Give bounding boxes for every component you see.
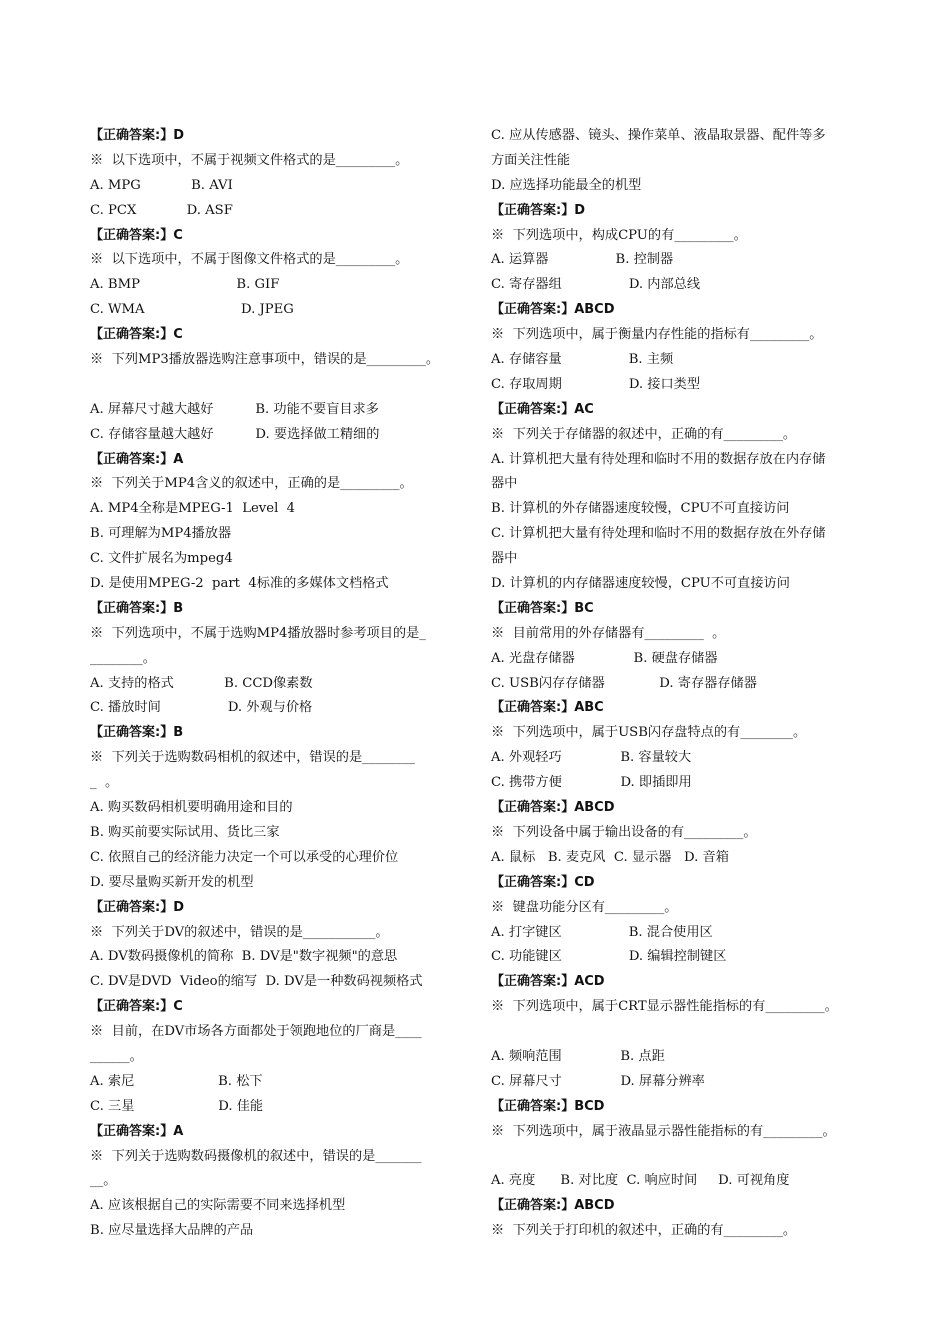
- answer-line: 【正确答案:】C: [90, 327, 183, 343]
- answer-line: 【正确答案:】ABCD: [491, 302, 615, 318]
- question-line: 方面关注性能: [491, 152, 571, 168]
- answer-line: 【正确答案:】BC: [491, 600, 594, 616]
- question-line: A. 计算机把大量有待处理和临时不用的数据存放在内存储: [491, 451, 826, 467]
- question-line: C. 依照自己的经济能力决定一个可以承受的心理价位: [90, 849, 399, 865]
- question-line: A. 频响范围 B. 点距: [491, 1048, 665, 1064]
- question-line: D. 计算机的内存储器速度较慢，CPU不可直接访问: [491, 576, 790, 592]
- question-line: C. 寄存器组 D. 内部总线: [491, 277, 701, 293]
- question-line: 器中: [491, 476, 518, 492]
- question-line: ※ 目前常用的外存储器有_________ 。: [491, 625, 726, 641]
- question-line: ※ 下列关于选购数码摄像机的叙述中，错误的是_______: [90, 1148, 422, 1164]
- question-line: ※ 键盘功能分区有_________。: [491, 899, 678, 915]
- question-line: B. 购买前要实际试用、货比三家: [90, 824, 280, 840]
- question-line: __。: [90, 1173, 117, 1189]
- question-line: A. 索尼 B. 松下: [90, 1073, 263, 1089]
- blank-line: [90, 373, 462, 398]
- right-column: [491, 124, 871, 1244]
- answer-line: 【正确答案:】C: [90, 999, 183, 1015]
- answer-line: 【正确答案:】CD: [491, 874, 595, 890]
- question-line: ※ 下列关于存储器的叙述中，正确的有_________。: [491, 426, 797, 442]
- question-line: C. 文件扩展名为mpeg4: [90, 551, 233, 567]
- question-line: D. 要尽量购买新开发的机型: [90, 874, 254, 890]
- answer-line: 【正确答案:】ACD: [491, 974, 605, 990]
- question-line: ※ 以下选项中，不属于视频文件格式的是_________。: [90, 152, 409, 168]
- question-line: A. 存储容量 B. 主频: [491, 352, 674, 368]
- question-line: A. BMP B. GIF: [90, 277, 280, 293]
- question-line: C. 播放时间 D. 外观与价格: [90, 700, 313, 716]
- question-line: A. MPG B. AVI: [90, 177, 233, 193]
- question-line: A. MP4全称是MPEG-1 Level 4: [90, 501, 296, 517]
- question-line: A. 外观轻巧 B. 容量较大: [491, 750, 692, 766]
- answer-line: 【正确答案:】B: [90, 725, 184, 741]
- answer-line: 【正确答案:】A: [90, 451, 184, 467]
- question-line: ※ 下列设备中属于输出设备的有_________。: [491, 824, 757, 840]
- question-line: C. USB闪存存储器 D. 寄存器存储器: [491, 675, 757, 691]
- question-line: C. 计算机把大量有待处理和临时不用的数据存放在外存储: [491, 526, 826, 542]
- question-line: B. 可理解为MP4播放器: [90, 526, 232, 542]
- question-line: ______。: [90, 1048, 143, 1064]
- question-line: A. 光盘存储器 B. 硬盘存储器: [491, 650, 718, 666]
- question-line: ※ 下列选项中，属于USB闪存盘特点的有________。: [491, 725, 807, 741]
- question-line: ________。: [90, 650, 156, 666]
- answer-line: 【正确答案:】D: [90, 899, 184, 915]
- question-line: ※ 下列关于打印机的叙述中，正确的有_________。: [491, 1223, 797, 1239]
- question-line: ※ 下列选项中，不属于选购MP4播放器时参考项目的是_: [90, 625, 426, 641]
- question-line: C. WMA D. JPEG: [90, 302, 294, 318]
- question-line: ※ 下列关于MP4含义的叙述中，正确的是_________。: [90, 476, 413, 492]
- question-line: A. DV数码摄像机的简称 B. DV是"数字视频"的意思: [90, 949, 398, 965]
- question-line: ※ 下列关于DV的叙述中，错误的是___________。: [90, 924, 389, 940]
- question-line: ※ 下列选项中，属于液晶显示器性能指标的有_________。: [491, 1123, 836, 1139]
- answer-line: 【正确答案:】C: [90, 227, 183, 243]
- question-line: B. 应尽量选择大品牌的产品: [90, 1223, 254, 1239]
- question-line: _ 。: [90, 775, 119, 791]
- question-line: ※ 下列MP3播放器选购注意事项中，错误的是_________。: [90, 352, 440, 368]
- question-line: D. 是使用MPEG-2 part 4标准的多媒体文档格式: [90, 576, 389, 592]
- answer-line: 【正确答案:】D: [491, 202, 585, 218]
- blank-line: [491, 1145, 871, 1170]
- question-line: C. 携带方便 D. 即插即用: [491, 775, 692, 791]
- question-line: ※ 下列选项中，构成CPU的有_________。: [491, 227, 747, 243]
- question-line: ※ 目前，在DV市场各方面都处于领跑地位的厂商是____: [90, 1024, 422, 1040]
- question-line: C. 存取周期 D. 接口类型: [491, 376, 701, 392]
- question-line: C. PCX D. ASF: [90, 202, 233, 218]
- question-line: A. 运算器 B. 控制器: [491, 252, 674, 268]
- question-line: C. 功能键区 D. 编辑控制键区: [491, 949, 727, 965]
- answer-line: 【正确答案:】ABC: [491, 700, 604, 716]
- answer-line: 【正确答案:】B: [90, 600, 184, 616]
- answer-line: 【正确答案:】ABCD: [491, 1198, 615, 1214]
- question-line: C. 三星 D. 佳能: [90, 1098, 264, 1114]
- left-column: [90, 124, 462, 1244]
- question-line: ※ 下列选项中，属于衡量内存性能的指标有_________。: [491, 327, 823, 343]
- question-line: C. 应从传感器、镜头、操作菜单、液晶取景器、配件等多: [491, 128, 826, 143]
- question-line: A. 购买数码相机要明确用途和目的: [90, 800, 293, 816]
- question-line: C. 屏幕尺寸 D. 屏幕分辨率: [491, 1073, 705, 1089]
- question-line: ※ 下列关于选购数码相机的叙述中，错误的是________: [90, 750, 415, 766]
- answer-line: 【正确答案:】ABCD: [491, 800, 615, 816]
- question-line: A. 支持的格式 B. CCD像素数: [90, 675, 313, 691]
- answer-line: 【正确答案:】AC: [491, 401, 594, 417]
- question-line: D. 应选择功能最全的机型: [491, 177, 642, 193]
- question-line: A. 鼠标 B. 麦克风 C. 显示器 D. 音箱: [491, 849, 729, 865]
- question-line: ※ 下列选项中，属于CRT显示器性能指标的有_________。: [491, 999, 838, 1015]
- answer-line: 【正确答案:】BCD: [491, 1098, 605, 1114]
- question-line: 器中: [491, 551, 518, 567]
- answer-line: 【正确答案:】A: [90, 1123, 184, 1139]
- question-line: C. DV是DVD Video的缩写 D. DV是一种数码视频格式: [90, 974, 423, 990]
- question-line: A. 打字键区 B. 混合使用区: [491, 924, 713, 940]
- question-line: ※ 以下选项中，不属于图像文件格式的是_________。: [90, 252, 409, 268]
- question-line: A. 亮度 B. 对比度 C. 响应时间 D. 可视角度: [491, 1173, 790, 1189]
- question-line: C. 存储容量越大越好 D. 要选择做工精细的: [90, 426, 380, 442]
- answer-line: 【正确答案:】D: [90, 128, 184, 143]
- question-line: B. 计算机的外存储器速度较慢，CPU不可直接访问: [491, 501, 790, 517]
- question-line: A. 应该根据自己的实际需要不同来选择机型: [90, 1198, 346, 1214]
- blank-line: [491, 1020, 871, 1045]
- question-line: A. 屏幕尺寸越大越好 B. 功能不要盲目求多: [90, 401, 379, 417]
